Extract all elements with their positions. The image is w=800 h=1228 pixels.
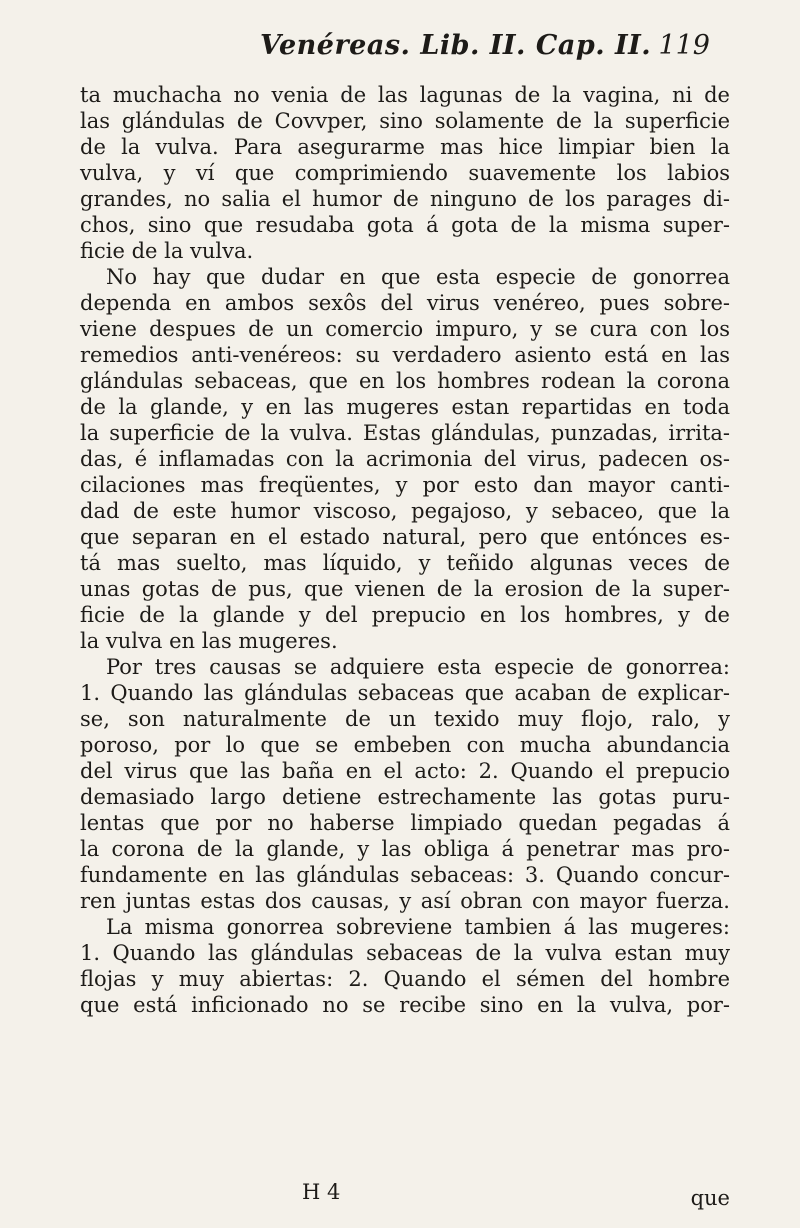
- text-line: la superficie de la vulva. Estas glándulas, punzadas, irrita-: [80, 421, 730, 445]
- text-line: tá mas suelto, mas líquido, y teñido algunas veces de: [80, 551, 730, 575]
- running-head: Venéreas. Lib. II. Cap. II.: [260, 30, 652, 61]
- page-header: [130, 30, 710, 70]
- signature-mark: H 4: [302, 1180, 341, 1204]
- text-line: flojas y muy abiertas: 2. Quando el sémen del hombre: [80, 967, 730, 991]
- text-line: las glándulas de Covvper, sino solamente de la superficie: [80, 109, 730, 133]
- text-line: de la vulva. Para asegurarme mas hice limpiar bien la: [80, 135, 730, 159]
- text-line: La misma gonorrea sobreviene tambien á las mugeres:: [106, 915, 730, 939]
- text-line: dad de este humor viscoso, pegajoso, y sebaceo, que la: [80, 499, 730, 523]
- text-line: la corona de la glande, y las obliga á penetrar mas pro-: [80, 837, 730, 861]
- page-number: 119: [658, 30, 710, 61]
- text-line: remedios anti-venéreos: su verdadero asiento está en las: [80, 343, 730, 367]
- text-line: chos, sino que resudaba gota á gota de la misma super-: [80, 213, 730, 237]
- text-line: que está inficionado no se recibe sino en la vulva, por-: [80, 993, 730, 1017]
- text-line: das, é inflamadas con la acrimonia del virus, padecen os-: [80, 447, 730, 471]
- text-line: grandes, no salia el humor de ninguno de los parages di-: [80, 187, 730, 211]
- text-line: lentas que por no haberse limpiado quedan pegadas á: [80, 811, 730, 835]
- text-line: la vulva en las mugeres.: [80, 629, 338, 653]
- text-line: cilaciones mas freqüentes, y por esto dan mayor canti-: [80, 473, 730, 497]
- text-line: que separan en el estado natural, pero que entónces es-: [80, 525, 730, 549]
- text-line: demasiado largo detiene estrechamente las gotas puru-: [80, 785, 730, 809]
- text-line: No hay que dudar en que esta especie de gonorrea: [106, 265, 730, 289]
- text-line: se, son naturalmente de un texido muy flojo, ralo, y: [80, 707, 730, 731]
- text-line: de la glande, y en las mugeres estan repartidas en toda: [80, 395, 730, 419]
- text-line: ren juntas estas dos causas, y así obran con mayor fuerza.: [80, 889, 730, 913]
- text-line: Por tres causas se adquiere esta especie de gonorrea:: [106, 655, 730, 679]
- text-line: poroso, por lo que se embeben con mucha abundancia: [80, 733, 730, 757]
- text-line: 1. Quando las glándulas sebaceas que acaban de explicar-: [80, 681, 730, 705]
- catchword: que: [690, 1186, 730, 1210]
- text-line: dependa en ambos sexôs del virus venéreo, pues sobre-: [80, 291, 730, 315]
- text-line: ficie de la glande y del prepucio en los hombres, y de: [80, 603, 730, 627]
- text-line: vulva, y ví que comprimiendo suavemente los labios: [80, 161, 730, 185]
- text-line: ta muchacha no venia de las lagunas de la vagina, ni de: [80, 83, 730, 107]
- text-line: unas gotas de pus, que vienen de la erosion de la super-: [80, 577, 730, 601]
- text-line: fundamente en las glándulas sebaceas: 3. Quando concur-: [80, 863, 730, 887]
- text-line: viene despues de un comercio impuro, y se cura con los: [80, 317, 730, 341]
- page-footer: [80, 1180, 730, 1210]
- text-line: del virus que las baña en el acto: 2. Quando el prepucio: [80, 759, 730, 783]
- text-line: glándulas sebaceas, que en los hombres rodean la corona: [80, 369, 730, 393]
- text-line: ficie de la vulva.: [80, 239, 254, 263]
- body-text: [80, 82, 730, 1018]
- text-line: 1. Quando las glándulas sebaceas de la vulva estan muy: [80, 941, 730, 965]
